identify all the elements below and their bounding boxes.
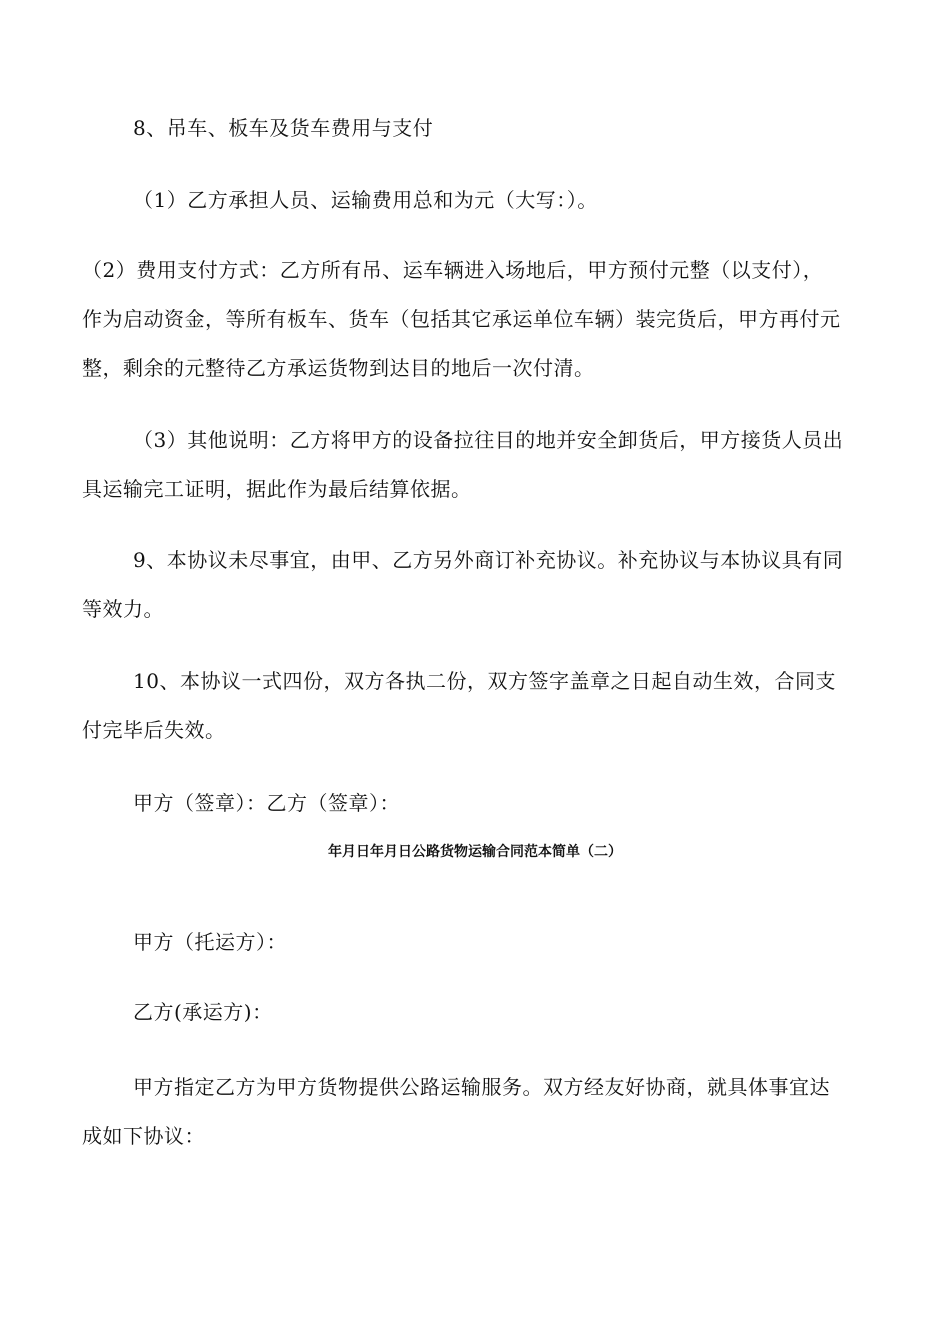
section-9-line-1: 9、本协议未尽事宜，由甲、乙方另外商订补充协议。补充协议与本协议具有同 (133, 548, 844, 572)
intro-line-2: 成如下协议： (82, 1124, 205, 1148)
section-8-item-3-line-2: 具运输完工证明，据此作为最后结算依据。 (82, 477, 472, 501)
section-10-line-2: 付完毕后失效。 (82, 718, 226, 742)
section-8-item-2-line-2: 作为启动资金，等所有板车、货车（包括其它承运单位车辆）装完货后，甲方再付元 (82, 307, 841, 331)
signature-line: 甲方（签章）：乙方（签章）： (133, 791, 400, 815)
section-9-line-2: 等效力。 (82, 597, 164, 621)
section-8-item-3-line-1: （3）其他说明：乙方将甲方的设备拉往目的地并安全卸货后，甲方接货人员出 (133, 428, 844, 452)
section-8-item-1: （1）乙方承担人员、运输费用总和为元（大写：）。 (133, 188, 598, 212)
contract-title-two: 年月日年月日公路货物运输合同范本简单（二） (328, 844, 622, 860)
section-8-heading: 8、吊车、板车及货车费用与支付 (133, 116, 434, 140)
section-8-item-2-line-1: （2）费用支付方式：乙方所有吊、运车辆进入场地后，甲方预付元整（以支付）， (82, 258, 824, 282)
party-b-label: 乙方(承运方)： (133, 1000, 273, 1024)
section-10-line-1: 10、本协议一式四份，双方各执二份，双方签字盖章之日起自动生效，合同支 (133, 669, 836, 693)
intro-line-1: 甲方指定乙方为甲方货物提供公路运输服务。双方经友好协商，就具体事宜达 (133, 1075, 830, 1099)
section-8-item-2-line-3: 整，剩余的元整待乙方承运货物到达目的地后一次付清。 (82, 356, 595, 380)
party-a-label: 甲方（托运方）： (133, 930, 287, 954)
